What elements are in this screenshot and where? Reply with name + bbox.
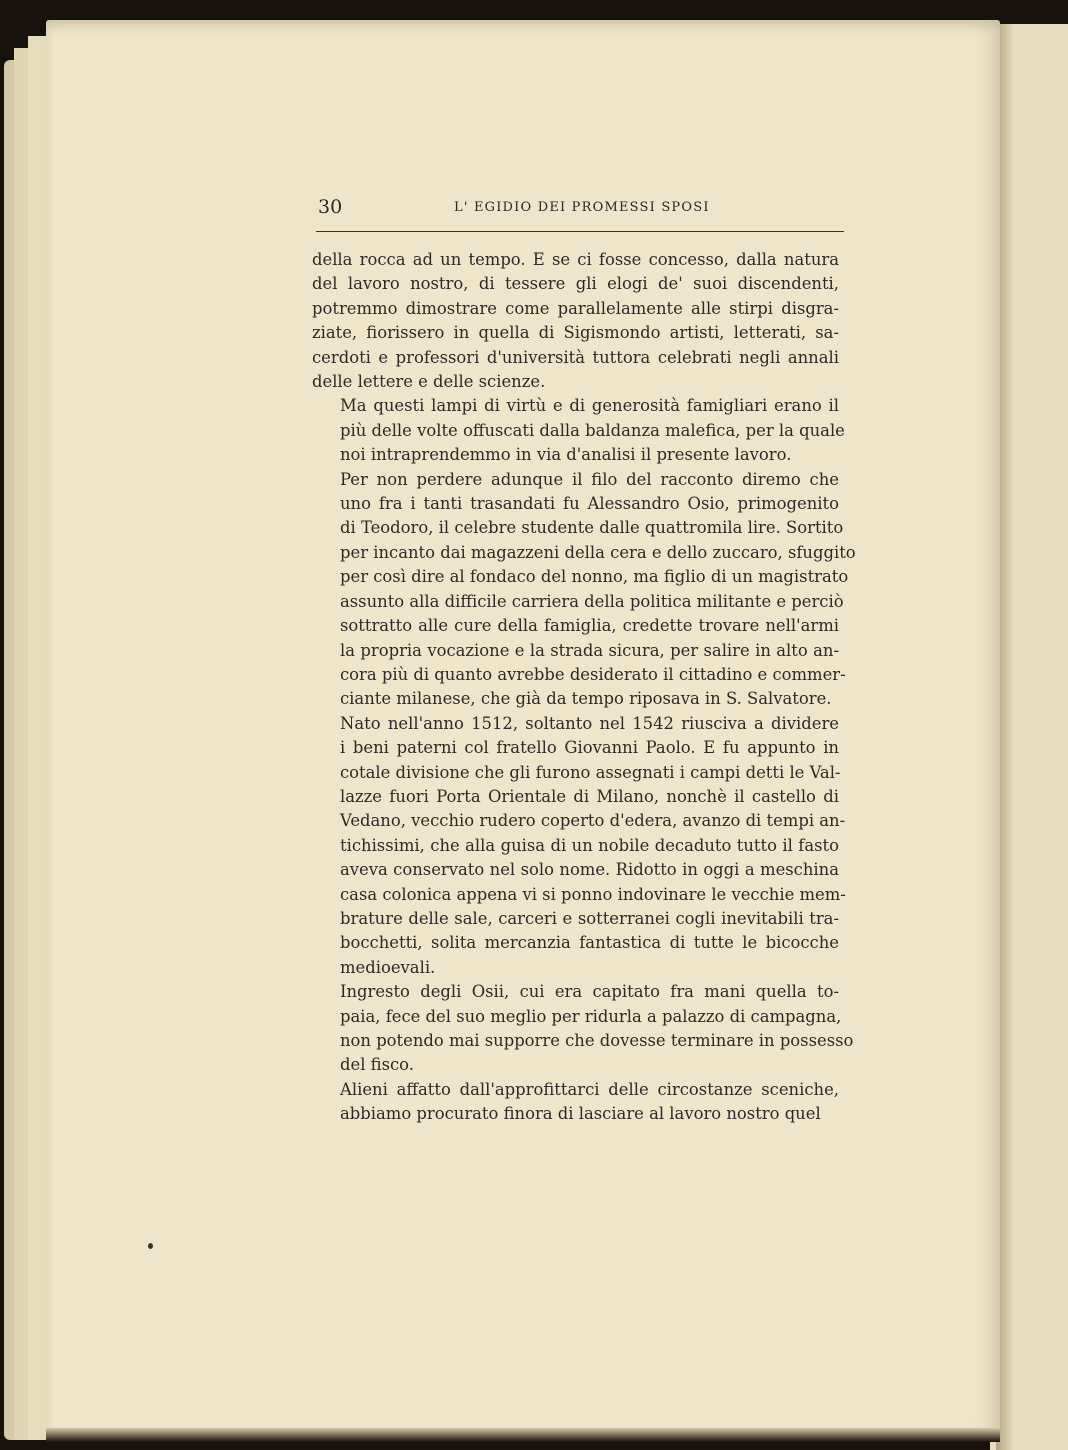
text-line: più delle volte offuscati dalla baldanza malefica, per la quale [340,420,845,440]
text-line: i beni paterni col fratello Giovanni Paolo. E fu appunto in [340,738,839,758]
text-line: delle lettere e delle scienze. [312,372,546,392]
text-line: tichissimi, che alla guisa di un nobile decaduto tutto il fasto [340,835,839,855]
paragraph [312,980,854,1078]
text-line: cotale divisione che gli furono assegnati i campi detti le Val- [340,762,841,782]
paragraph [312,248,839,394]
text-line: per così dire al fondaco del nonno, ma figlio di un magistrato [340,567,849,587]
text-line: del fisco. [340,1055,414,1075]
text-line: sottratto alle cure della famiglia, credette trovare nell'armi [340,616,839,636]
text-line: Per non perdere adunque il filo del racconto diremo che [340,469,839,489]
text-line: Vedano, vecchio rudero coperto d'edera, avanzo di tempi an- [340,811,846,831]
text-line: brature delle sale, carceri e sotterranei cogli inevitabili tra- [340,908,839,928]
text-line: Ingresto degli Osii, cui era capitato fra mani quella to- [340,982,839,1002]
text-line: Alieni affatto dall'approfittarci delle circostanze sceniche, [340,1079,839,1099]
text-line: della rocca ad un tempo. E se ci fosse concesso, dalla natura [312,250,839,269]
text-line: casa colonica appena vi si ponno indovinare le vecchie mem- [340,884,846,904]
text-line: la propria vocazione e la strada sicura, per salire in alto an- [340,640,839,660]
text-line: di Teodoro, il celebre studente dalle quattromila lire. Sortito [340,518,844,538]
body-text [312,248,856,1127]
text-line: per incanto dai magazzeni della cera e dello zuccaro, sfuggito [340,542,856,562]
text-line: Nato nell'anno 1512, soltanto nel 1542 riusciva a dividere [340,713,839,733]
text-line: potremmo dimostrare come parallelamente alle stirpi disgra- [312,298,839,318]
paragraph [312,394,845,467]
page-bottom-shadow [46,1428,1000,1442]
text-line: cerdoti e professori d'università tuttora celebrati negli annali [312,347,839,367]
text-line: ciante milanese, che già da tempo riposava in S. Salvatore. [340,689,832,709]
header-rule [316,231,844,232]
text-line: ziate, fiorissero in quella di Sigismondo artisti, letterati, sa- [312,323,839,343]
running-title: L' EGIDIO DEI PROMESSI SPOSI [454,200,710,215]
text-line: abbiamo procurato finora di lasciare al lavoro nostro quel [340,1104,821,1124]
text-line: bocchetti, solita mercanzia fantastica di tutte le bicocche [340,933,839,953]
paragraph [312,712,846,980]
text-line: medioevali. [340,957,436,977]
paragraph [312,468,856,712]
paragraph [312,1078,839,1127]
ink-speck [148,1243,153,1249]
text-line: assunto alla difficile carriera della politica militante e perciò [340,591,844,611]
text-line: cora più di quanto avrebbe desiderato il cittadino e commer- [340,664,846,684]
text-line: del lavoro nostro, di tessere gli elogi de' suoi discendenti, [312,274,839,294]
running-header [316,194,846,224]
text-line: lazze fuori Porta Orientale di Milano, nonchè il castello di [340,786,839,806]
text-line: uno fra i tanti trasandati fu Alessandro Osio, primogenito [340,494,839,514]
text-line: non potendo mai supporre che dovesse terminare in possesso [340,1031,854,1050]
text-line: noi intraprendemmo in via d'analisi il presente lavoro. [340,445,792,465]
text-line: Ma questi lampi di virtù e di generosità famigliari erano il [340,396,839,416]
text-line: aveva conservato nel solo nome. Ridotto in oggi a meschina [340,860,839,880]
text-line: paia, fece del suo meglio per ridurla a palazzo di campagna, [340,1006,842,1026]
page-number: 30 [318,196,343,218]
